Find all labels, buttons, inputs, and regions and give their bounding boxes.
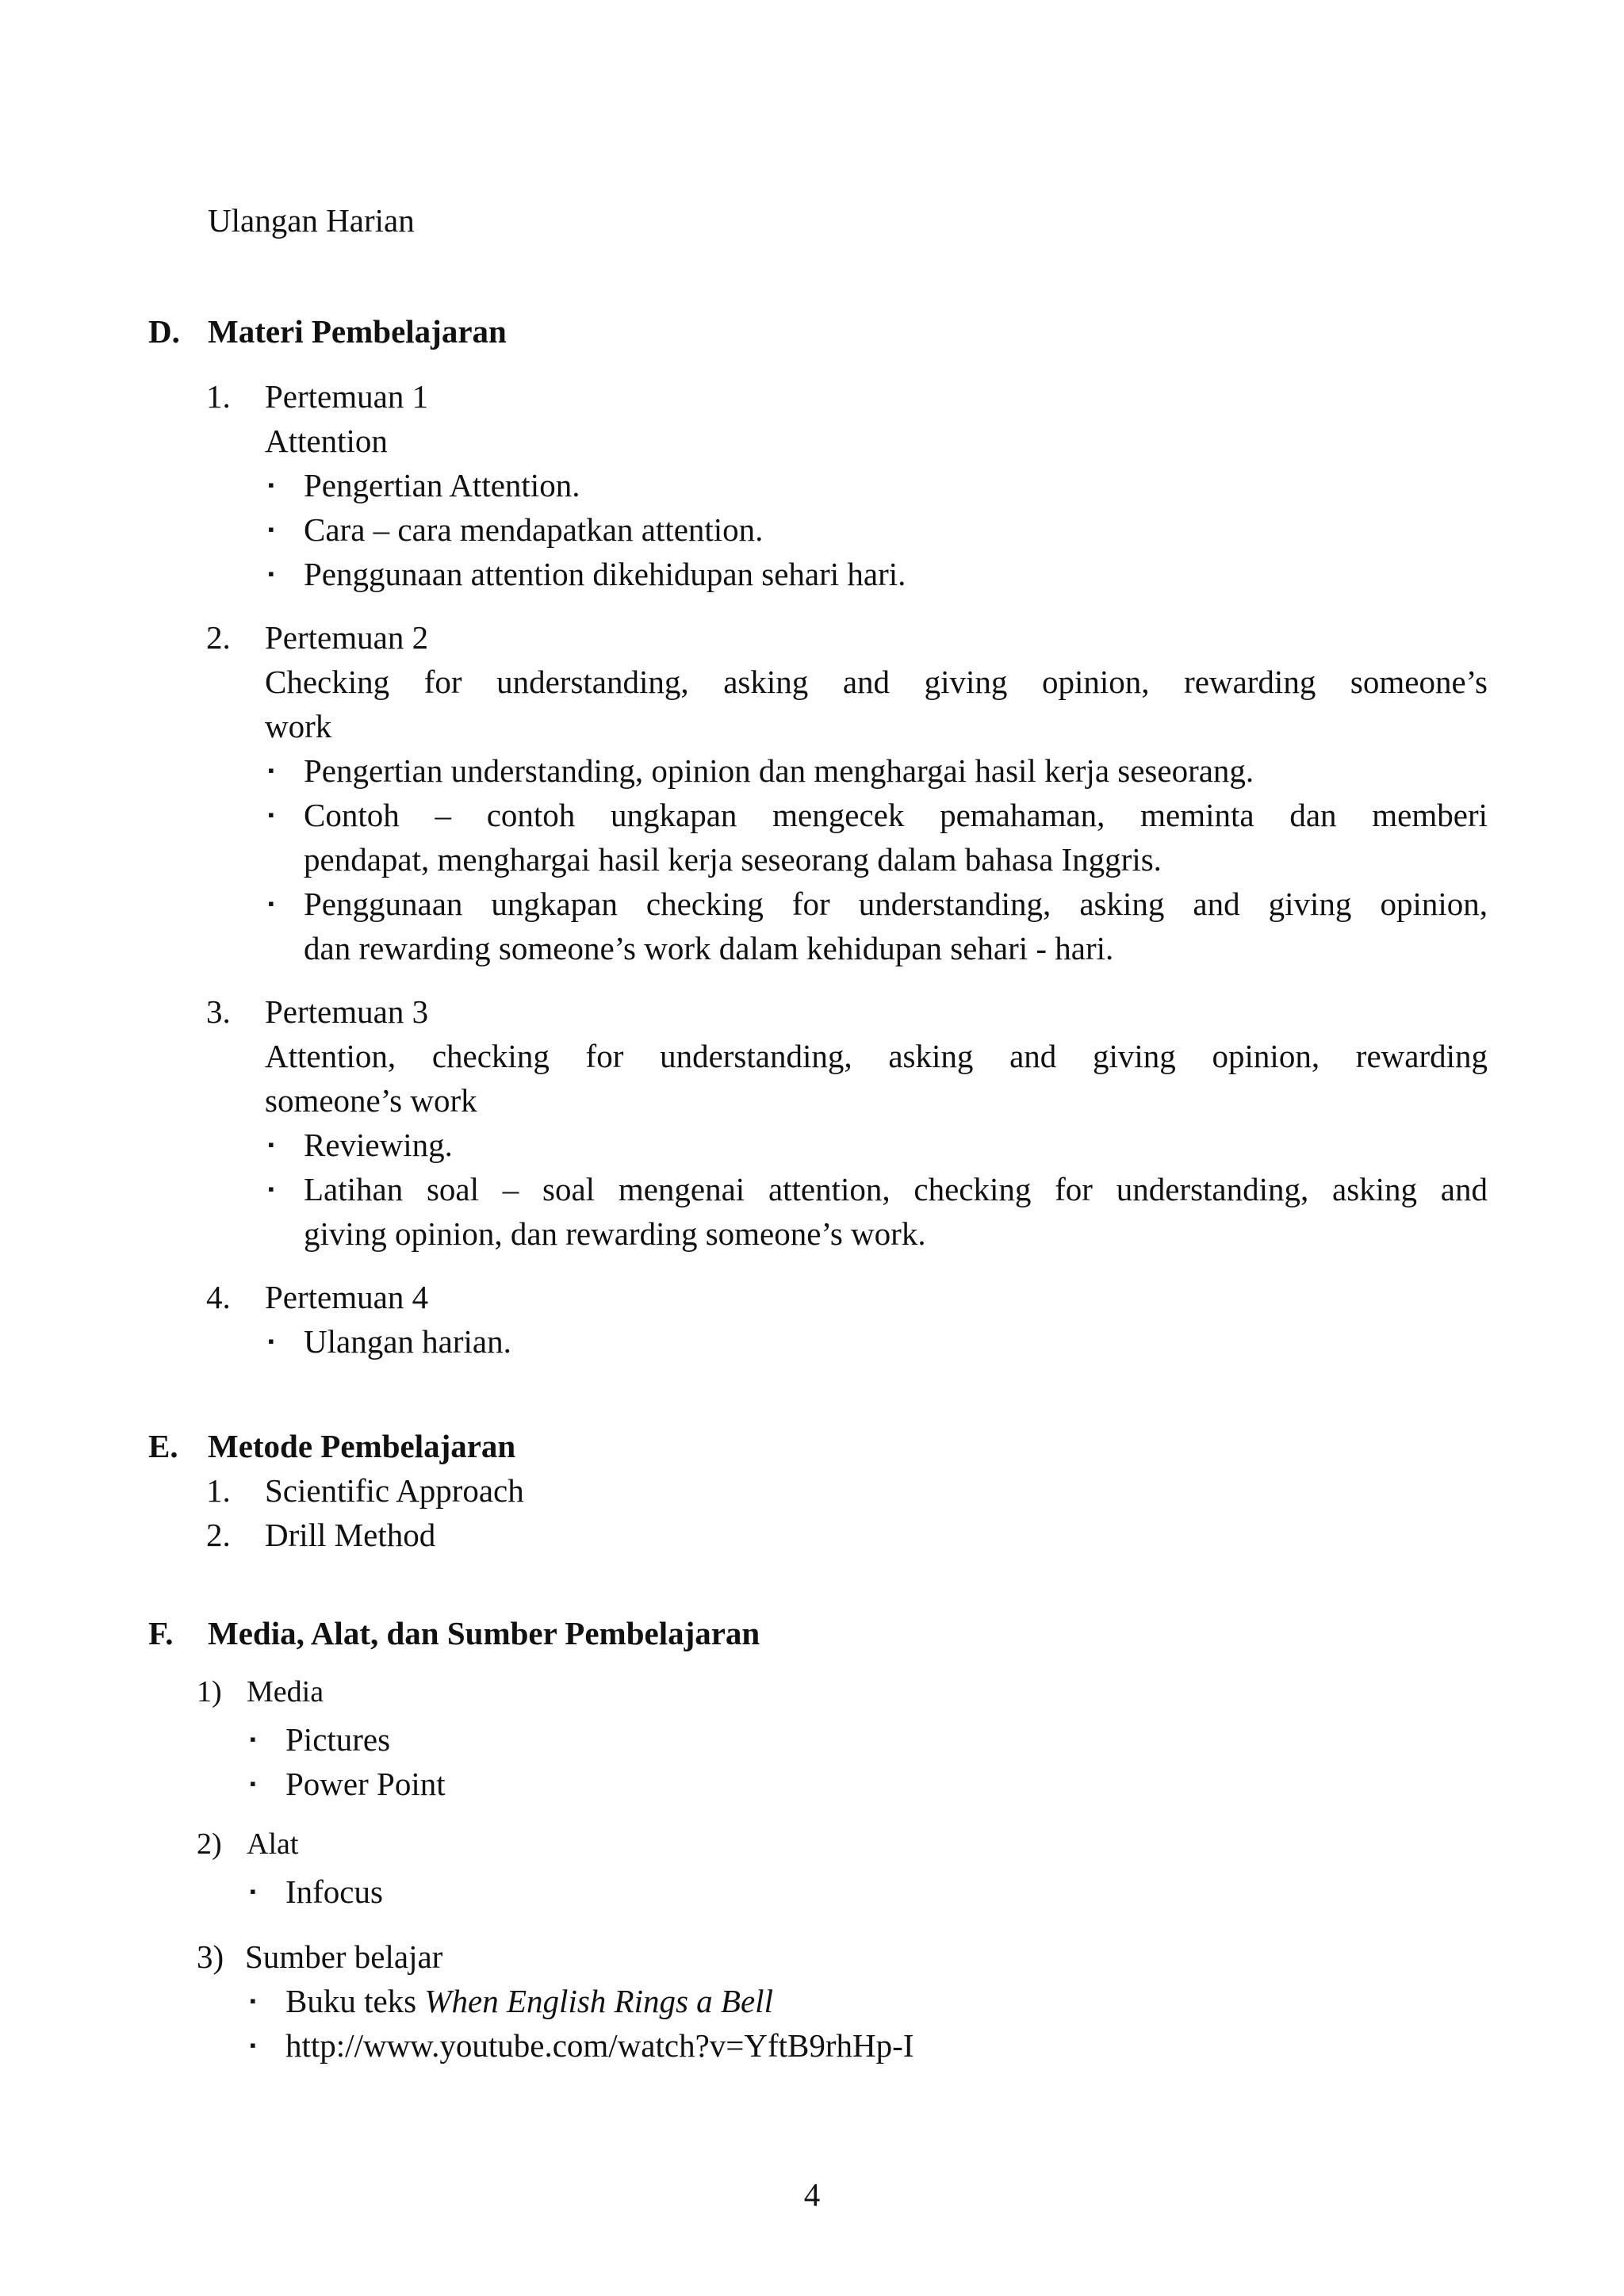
source-item-book <box>285 1979 773 2023</box>
section-f-letter: F. <box>148 1615 174 1651</box>
bullet-icon: ▪ <box>250 1729 256 1749</box>
meeting-1-topic: Attention <box>265 423 388 459</box>
meeting-3-number: 3. <box>206 993 231 1030</box>
section-d-letter: D. <box>148 313 180 350</box>
meeting-2-bullet-1: Pengertian understanding, opinion dan menghargai hasil kerja seseorang. <box>304 752 1254 789</box>
meeting-1-number: 1. <box>206 378 231 415</box>
group-2-number: 2) <box>197 1827 222 1861</box>
meeting-1-title: Pertemuan 1 <box>265 378 429 415</box>
method-1-number: 1. <box>206 1472 231 1509</box>
meeting-2-bullet-3-line2: dan rewarding someone’s work dalam kehidupan sehari - hari. <box>304 930 1114 966</box>
bullet-icon: ▪ <box>268 1135 274 1154</box>
media-item-power-point: Power Point <box>285 1766 446 1802</box>
section-d-title: Materi Pembelajaran <box>208 313 507 350</box>
section-f-title: Media, Alat, dan Sumber Pembelajaran <box>208 1615 760 1651</box>
bullet-icon: ▪ <box>268 475 274 495</box>
bullet-icon: ▪ <box>250 1881 256 1901</box>
meeting-3-title: Pertemuan 3 <box>265 993 429 1030</box>
group-1-number: 1) <box>197 1675 222 1709</box>
method-2-number: 2. <box>206 1517 231 1553</box>
bullet-icon: ▪ <box>268 760 274 780</box>
section-e-letter: E. <box>148 1428 178 1464</box>
bullet-icon: ▪ <box>250 1774 256 1793</box>
meeting-2-title: Pertemuan 2 <box>265 619 429 656</box>
meeting-2-number: 2. <box>206 619 231 656</box>
group-3-number: 3) <box>197 1938 224 1975</box>
book-title: When English Rings a Bell <box>424 1983 773 2019</box>
group-1-title: Media <box>247 1675 324 1709</box>
meeting-4-number: 4. <box>206 1279 231 1315</box>
method-1-text: Scientific Approach <box>265 1472 524 1509</box>
meeting-3-topic-line1: Attention, checking for understanding, asking and giving opinion, rewarding <box>265 1038 1488 1074</box>
book-prefix: Buku teks <box>285 1983 425 2019</box>
bullet-icon: ▪ <box>268 564 274 584</box>
bullet-icon: ▪ <box>250 1991 256 2011</box>
meeting-1-bullet-3: Penggunaan attention dikehidupan sehari hari. <box>304 556 906 592</box>
source-item-link[interactable]: http://www.youtube.com/watch?v=YftB9rhHp-I <box>285 2027 914 2064</box>
page-number: 4 <box>803 2176 821 2213</box>
meeting-2-bullet-2-line2: pendapat, menghargai hasil kerja seseorang dalam bahasa Inggris. <box>304 841 1162 878</box>
group-3-title: Sumber belajar <box>245 1938 443 1975</box>
meeting-4-title: Pertemuan 4 <box>265 1279 429 1315</box>
bullet-icon: ▪ <box>268 894 274 913</box>
meeting-4-bullet-1: Ulangan harian. <box>304 1323 511 1360</box>
bullet-icon: ▪ <box>268 1179 274 1199</box>
tool-item-infocus: Infocus <box>285 1873 383 1910</box>
media-item-pictures: Pictures <box>285 1721 391 1758</box>
meeting-1-bullet-1: Pengertian Attention. <box>304 467 580 503</box>
meeting-2-bullet-3-line1: Penggunaan ungkapan checking for understanding, asking and giving opinion, <box>304 886 1488 922</box>
meeting-3-bullet-2-line2: giving opinion, dan rewarding someone’s work. <box>304 1215 926 1252</box>
bullet-icon: ▪ <box>250 2035 256 2055</box>
section-e-title: Metode Pembelajaran <box>208 1428 516 1464</box>
meeting-2-topic-line2: work <box>265 708 332 744</box>
meeting-1-bullet-2: Cara – cara mendapatkan attention. <box>304 511 764 548</box>
meeting-2-topic-line1: Checking for understanding, asking and giving opinion, rewarding someone’s <box>265 664 1488 700</box>
bullet-icon: ▪ <box>268 519 274 539</box>
group-2-title: Alat <box>247 1827 299 1861</box>
meeting-3-topic-line2: someone’s work <box>265 1082 477 1119</box>
intro-text: Ulangan Harian <box>208 202 415 239</box>
method-2-text: Drill Method <box>265 1517 436 1553</box>
meeting-3-bullet-1: Reviewing. <box>304 1127 453 1163</box>
bullet-icon: ▪ <box>268 1331 274 1351</box>
meeting-2-bullet-2-line1: Contoh – contoh ungkapan mengecek pemahaman, meminta dan memberi <box>304 797 1488 833</box>
meeting-3-bullet-2-line1: Latihan soal – soal mengenai attention, checking for understanding, asking and <box>304 1171 1488 1207</box>
bullet-icon: ▪ <box>268 805 274 825</box>
